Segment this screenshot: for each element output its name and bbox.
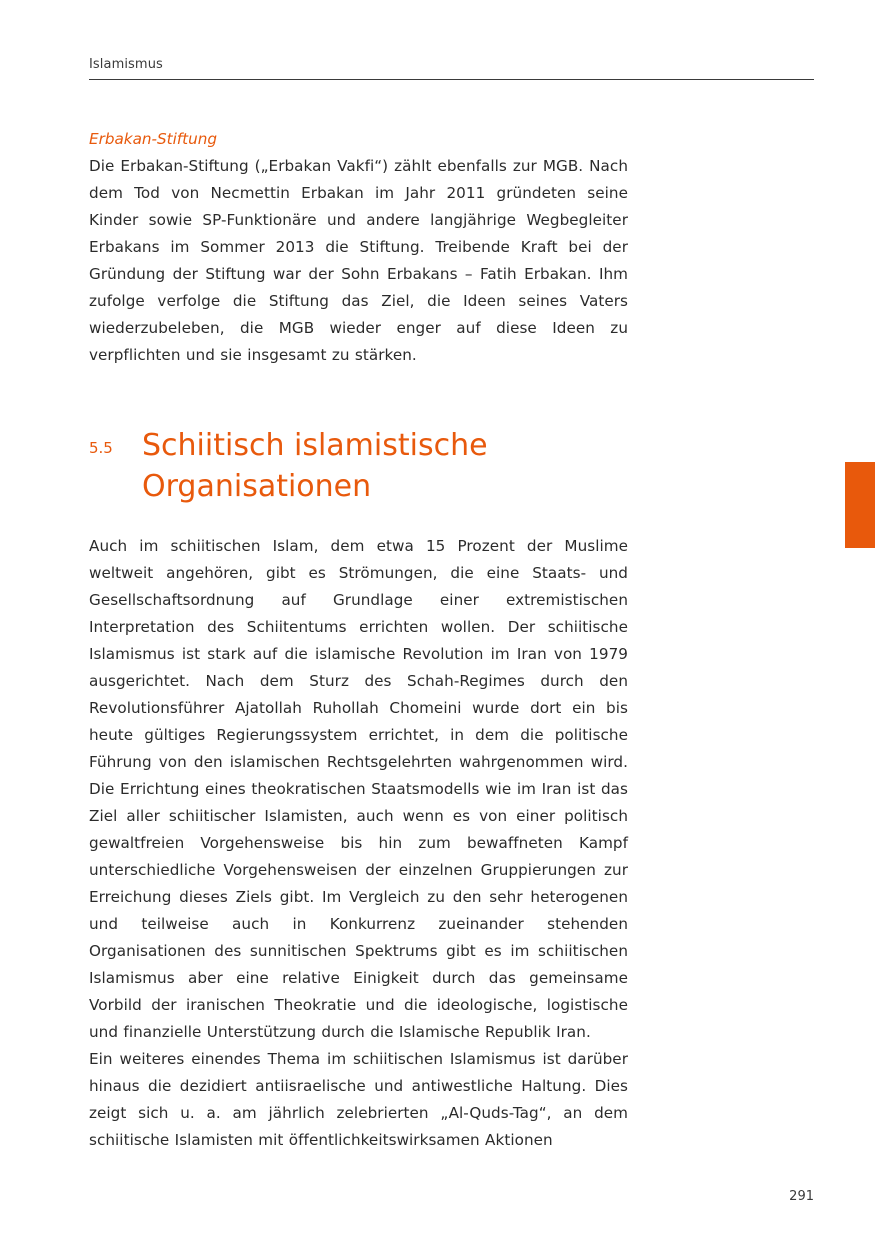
section-heading [89, 425, 628, 507]
section-number: 5.5 [89, 439, 113, 457]
body-paragraph: Ein weiteres einendes Thema im schiitischen Islamismus ist darüber hinaus die dezidiert antiisraelische und antiwestliche Haltung. Dies zeigt sich u. a. am jährlich zelebrierten „Al-Quds-Tag“, an dem schiitische Islamisten mit öffentlichkeitswirksamen Aktionen [89, 1050, 628, 1149]
page-number: 291 [789, 1189, 814, 1204]
body-paragraph: Auch im schiitischen Islam, dem etwa 15 Prozent der Muslime weltweit angehören, gibt es Strömungen, die eine Staats- und Gesellschaftsordnung auf Grundlage einer extremistischen Interpretation des Schiitentums errichten wollen. Der schiitische Islamismus ist stark auf die islamische Revolution im Iran von 1979 ausgerichtet. Nach dem Sturz des Schah-Regimes durch den Revolutionsführer Ajatollah Ruhollah Chomeini wurde dort ein bis heute gültiges Regierungssystem errichtet, in dem die politische Führung von den islamischen Rechtsgelehrten wahrgenommen wird. Die Errichtung eines theokratischen Staatsmodells wie im Iran ist das Ziel aller schiitischer Islamisten, auch wenn es von einer politisch gewaltfreien Vorgehensweise bis hin zum bewaffneten Kampf unterschiedliche Vorgehensweisen der einzelnen Gruppierungen zur Erreichung dieses Ziels gibt. Im Vergleich zu den sehr heterogenen und teilweise auch in Konkurrenz zueinander stehenden Organisationen des sunnitischen Spektrums gibt es im schiitischen Islamismus aber eine relative Einigkeit durch das gemeinsame Vorbild der iranischen Theokratie und die ideologische, logistische und finanzielle Unterstützung durch die Islamische Republik Iran. [89, 537, 628, 1041]
subsection-title: Erbakan-Stiftung [89, 130, 218, 148]
heading-spacer [89, 507, 628, 533]
page-body [89, 126, 628, 1154]
chapter-thumb-tab [845, 462, 875, 548]
subsection-paragraph: Die Erbakan-Stiftung („Erbakan Vakfi“) zählt ebenfalls zur MGB. Nach dem Tod von Necmettin Erbakan im Jahr 2011 gründeten seine Kinder sowie SP-Funktionäre und andere langjährige Wegbegleiter Erbakans im Sommer 2013 die Stiftung. Treibende Kraft bei der Gründung der Stiftung war der Sohn Erbakans – Fatih Erbakan. Ihm zufolge verfolge die Stiftung das Ziel, die Ideen seines Vaters wiederzubeleben, die MGB wieder enger auf diese Ideen zu verpflichten und sie insgesamt zu stärken. [89, 157, 628, 364]
header-divider [89, 79, 814, 80]
running-title: Islamismus [89, 57, 163, 72]
section-title: Schiitisch islamistische Organisationen [142, 428, 488, 504]
